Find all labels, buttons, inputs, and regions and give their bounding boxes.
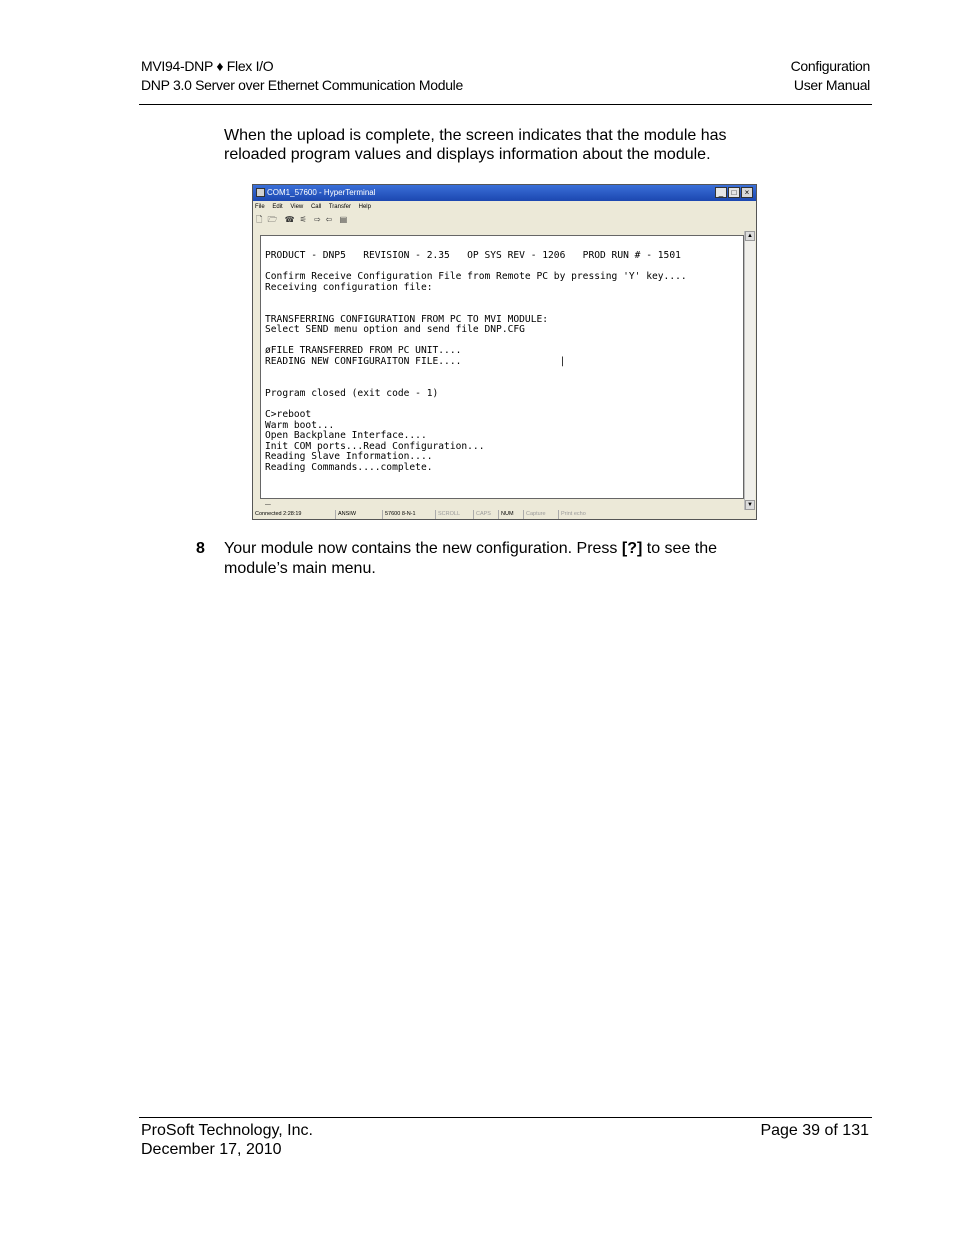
receive-icon: ⇦ (325, 215, 333, 224)
terminal-line (265, 399, 687, 410)
toolbar (256, 214, 352, 226)
menu-bar (255, 202, 377, 212)
menu-call: Call (310, 204, 322, 210)
menu-transfer: Transfer (328, 204, 351, 210)
new-icon: 🗋 (256, 215, 263, 224)
scroll-down-icon: ▼ (745, 500, 755, 510)
terminal-line: Program closed (exit code - 1) (265, 387, 439, 399)
menu-view: View (290, 204, 304, 210)
status-bar (253, 510, 756, 519)
step-text-before: Your module now contains the new configuration. Press (224, 540, 622, 557)
terminal-area (260, 235, 744, 505)
terminal-line: Receiving configuration file: (265, 281, 433, 293)
status-scroll: SCROLL (435, 510, 460, 519)
menu-edit: Edit (272, 204, 283, 210)
vertical-scrollbar (744, 231, 755, 510)
properties-icon: ▤ (339, 215, 348, 224)
terminal-line (265, 484, 687, 495)
step-text (224, 539, 784, 579)
terminal-line: PRODUCT - DNP5 REVISION - 2.35 OP SYS REV - 1206 PROD RUN # - 1501 (265, 250, 681, 261)
status-emulation: ANSIW (335, 510, 356, 519)
header-left (141, 57, 463, 95)
menu-file: File (255, 204, 265, 210)
terminal-line (265, 304, 687, 315)
terminal-output (265, 251, 687, 505)
terminal-line: Select SEND menu option and send file DNP.CFG (265, 324, 525, 336)
maximize-icon: □ (728, 187, 740, 198)
footer-date: December 17, 2010 (141, 1141, 282, 1158)
footer-rule (139, 1117, 872, 1118)
step-text-after: to see the module’s main menu. (224, 540, 718, 577)
scroll-up-icon: ▲ (745, 231, 755, 241)
footer-page: Page 39 of 131 (760, 1122, 869, 1139)
header-subtitle: DNP 3.0 Server over Ethernet Communication Module (141, 77, 463, 93)
terminal-line: Reading Slave Information.... (265, 451, 433, 463)
status-connected: Connected 2:28:19 (255, 511, 302, 517)
menu-help: Help (358, 204, 371, 210)
minimize-icon: _ (715, 187, 727, 198)
terminal-line: Open Backplane Interface.... (265, 430, 427, 442)
window-title: COM1_57600 - HyperTerminal (267, 188, 376, 197)
close-icon: × (741, 187, 753, 198)
open-icon: 🗁 (267, 215, 278, 224)
status-print-echo: Print echo (558, 510, 586, 519)
header-section: Configuration (790, 58, 870, 74)
terminal-line (265, 368, 687, 379)
footer-company: ProSoft Technology, Inc. (141, 1122, 313, 1139)
app-icon (256, 188, 265, 197)
step-number: 8 (196, 540, 205, 557)
terminal-line (265, 293, 687, 304)
terminal-line: Confirm Receive Configuration File from Remote PC by pressing 'Y' key.... (265, 271, 687, 283)
disconnect-icon: ⚟ (299, 215, 307, 224)
terminal-line: TRANSFERRING CONFIGURATION FROM PC TO MVI MODULE: (265, 313, 549, 325)
terminal-line: READING NEW CONFIGURAITON FILE.... | (265, 355, 566, 367)
terminal-line: øFILE TRANSFERRED FROM PC UNIT.... (265, 345, 462, 357)
header-right (791, 57, 870, 95)
terminal-line: Reading Commands....complete. (265, 461, 433, 473)
intro-paragraph: When the upload is complete, the screen indicates that the module has reloaded program values and displays information about the module. (224, 127, 727, 163)
connect-icon: ☎ (284, 215, 295, 224)
window-titlebar (253, 185, 756, 201)
header-doc-type: User Manual (793, 77, 870, 93)
terminal-line: C>reboot (265, 408, 312, 420)
terminal-line (265, 473, 687, 484)
terminal-line: Init COM ports...Read Configuration... (265, 440, 485, 452)
status-settings: 57600 8-N-1 (382, 510, 416, 519)
terminal-line: Warm boot... (265, 419, 335, 431)
status-capture: Capture (523, 510, 546, 519)
step-key: [?] (621, 540, 643, 557)
status-num: NUM (498, 510, 514, 519)
send-icon: ⇨ (313, 215, 321, 224)
footer-left (141, 1121, 313, 1159)
status-caps: CAPS (473, 510, 491, 519)
hyperterminal-screenshot (252, 184, 757, 520)
header-product: MVI94-DNP ♦ Flex I/O (141, 58, 274, 74)
header-rule (139, 104, 872, 105)
terminal-line: _ (265, 493, 271, 505)
